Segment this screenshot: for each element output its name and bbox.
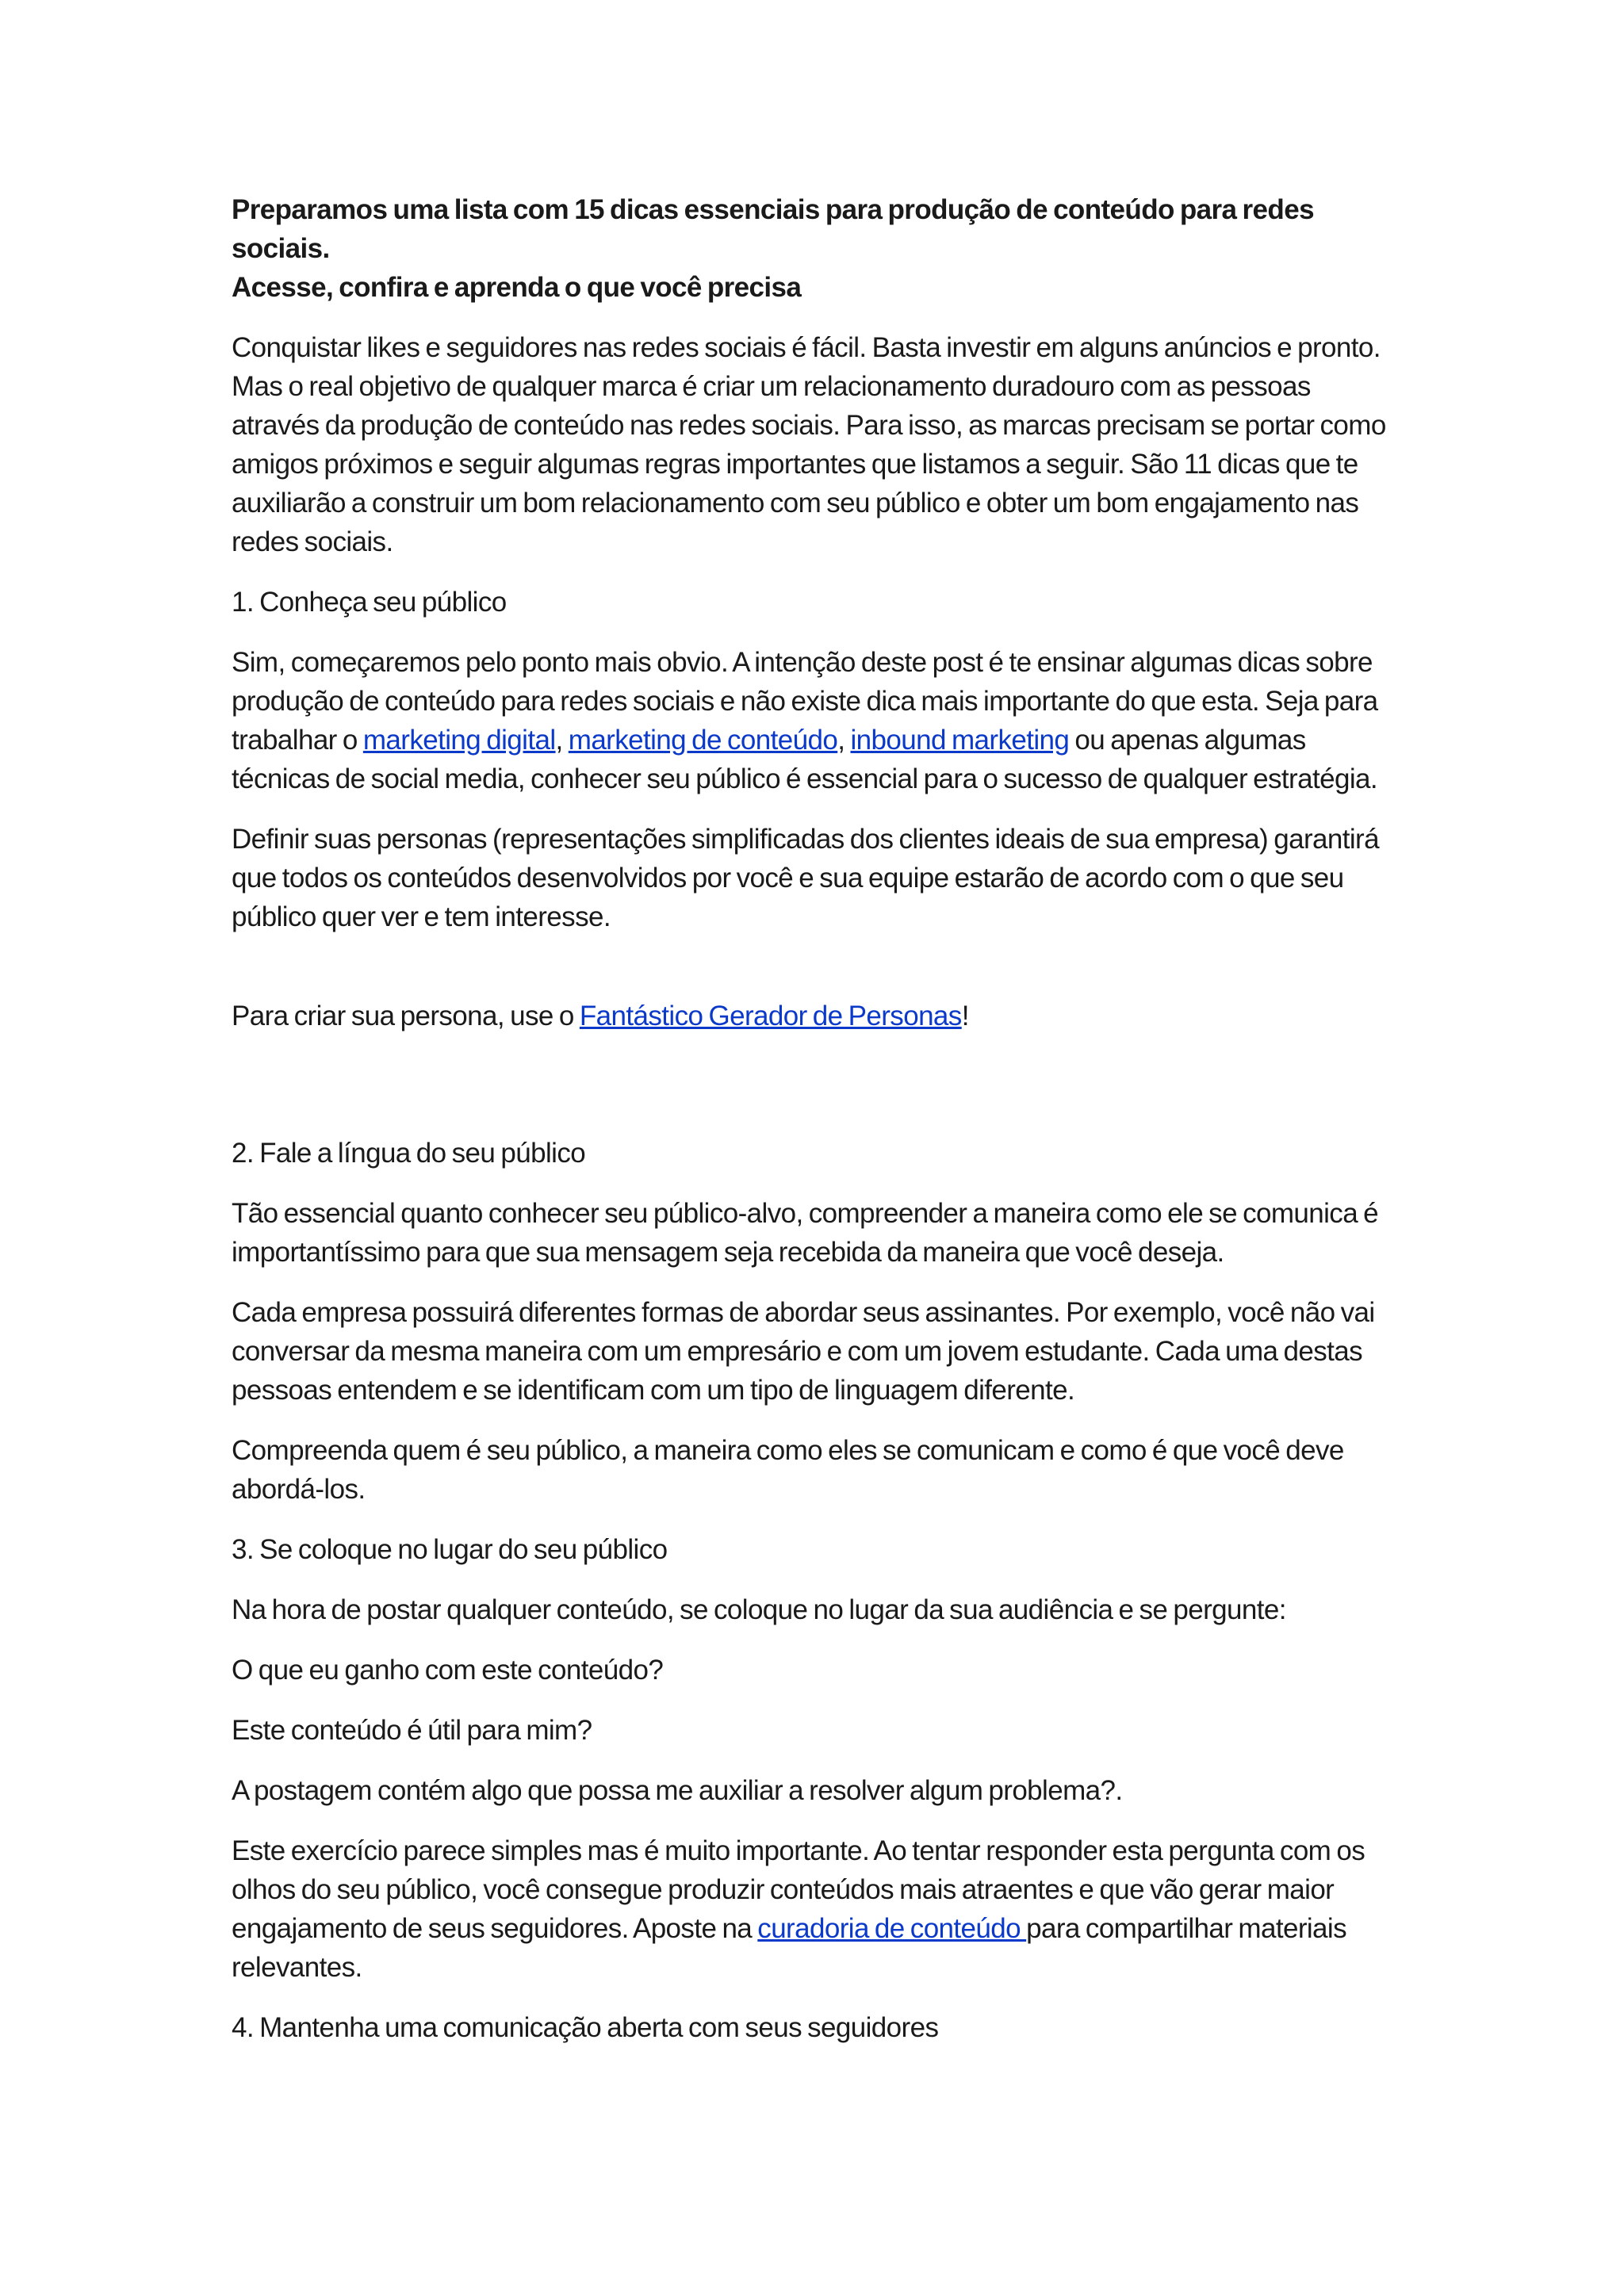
intro-paragraph: Conquistar likes e seguidores nas redes sociais é fácil. Basta investir em alguns anúncios e pronto. Mas o real objetivo de qualquer marca é criar um relacionamento duradouro com as pessoas através da produção de conteúdo nas redes sociais. Para isso, as marcas precisam se portar como amigos próximos e seguir algumas regras importantes que listamos a seguir. São 11 dicas que te auxiliarão a construir um bom relacionamento com seu público e obter um bom engajamento nas redes sociais. — [232, 332, 1386, 557]
document-page — [232, 190, 1397, 2047]
intro-line-2: Acesse, confira e aprenda o que você precisa — [232, 272, 802, 303]
section-3-question-2: Este conteúdo é útil para mim? — [232, 1715, 592, 1746]
section-1-text-b: ou apenas algumas técnicas de social media, conhecer seu público é essencial para o sucesso de qualquer estratégia. — [232, 725, 1377, 794]
section-1-paragraph-2: Definir suas personas (representações simplificadas dos clientes ideais de sua empresa) garantirá que todos os conteúdos desenvolvidos por você e sua equipe estarão de acordo com o que seu público quer ver e tem interesse. — [232, 824, 1379, 932]
section-3-heading: 3. Se coloque no lugar do seu público — [232, 1534, 668, 1565]
marketing-digital-link[interactable]: marketing digital — [362, 725, 556, 756]
inbound-marketing-link[interactable]: inbound marketing — [850, 725, 1070, 756]
separator: , — [555, 725, 569, 756]
section-1-persona-text-b: ! — [961, 1001, 969, 1031]
section-1-heading: 1. Conheça seu público — [232, 587, 507, 618]
section-3-paragraph-2 — [232, 1831, 1397, 1987]
section-3-text-a: Este exercício parece simples mas é muito importante. Ao tentar responder esta pergunta com os olhos do seu público, você consegue produzir conteúdos mais atraentes e que vão gerar maior engajamento de seus seguidores. Aposte na — [232, 1835, 1365, 1944]
section-1-paragraph-1 — [232, 643, 1397, 798]
separator: , — [837, 725, 851, 756]
gerador-de-personas-link[interactable]: Fantástico Gerador de Personas — [579, 1001, 962, 1031]
section-2-paragraph-3: Compreenda quem é seu público, a maneira como eles se comunicam e como é que você deve abordá-los. — [232, 1435, 1344, 1505]
curadoria-de-conteudo-link[interactable]: curadoria de conteúdo — [757, 1913, 1027, 1944]
section-3-question-1: O que eu ganho com este conteúdo? — [232, 1655, 664, 1686]
section-2-heading: 2. Fale a língua do seu público — [232, 1138, 586, 1169]
section-3-text-b: para compartilhar materiais relevantes. — [232, 1913, 1346, 1983]
section-2-paragraph-1: Tão essencial quanto conhecer seu público-alvo, compreender a maneira como ele se comunica é importantíssimo para que sua mensagem seja recebida da maneira que você deseja. — [232, 1198, 1379, 1268]
section-3-question-3: A postagem contém algo que possa me auxiliar a resolver algum problema?. — [232, 1775, 1123, 1806]
section-3-paragraph-1: Na hora de postar qualquer conteúdo, se coloque no lugar da sua audiência e se pergunte: — [232, 1594, 1286, 1625]
intro-heading — [232, 190, 1397, 307]
section-2-paragraph-2: Cada empresa possuirá diferentes formas de abordar seus assinantes. Por exemplo, você não vai conversar da mesma maneira com um empresário e com um jovem estudante. Cada uma destas pessoas entendem e se identificam com um tipo de linguagem diferente. — [232, 1297, 1375, 1406]
section-1-paragraph-3 — [232, 997, 1397, 1035]
section-1-persona-text-a: Para criar sua persona, use o — [232, 1001, 580, 1031]
section-1-text-a: Sim, começaremos pelo ponto mais obvio. A intenção deste post é te ensinar algumas dicas sobre produção de conteúdo para redes sociais e não existe dica mais importante do que esta. Seja para trabalhar o — [232, 647, 1378, 756]
section-4-heading: 4. Mantenha uma comunicação aberta com seus seguidores — [232, 2012, 939, 2043]
marketing-de-conteudo-link[interactable]: marketing de conteúdo — [568, 725, 838, 756]
intro-line-1: Preparamos uma lista com 15 dicas essenciais para produção de conteúdo para redes sociais. — [232, 194, 1314, 264]
